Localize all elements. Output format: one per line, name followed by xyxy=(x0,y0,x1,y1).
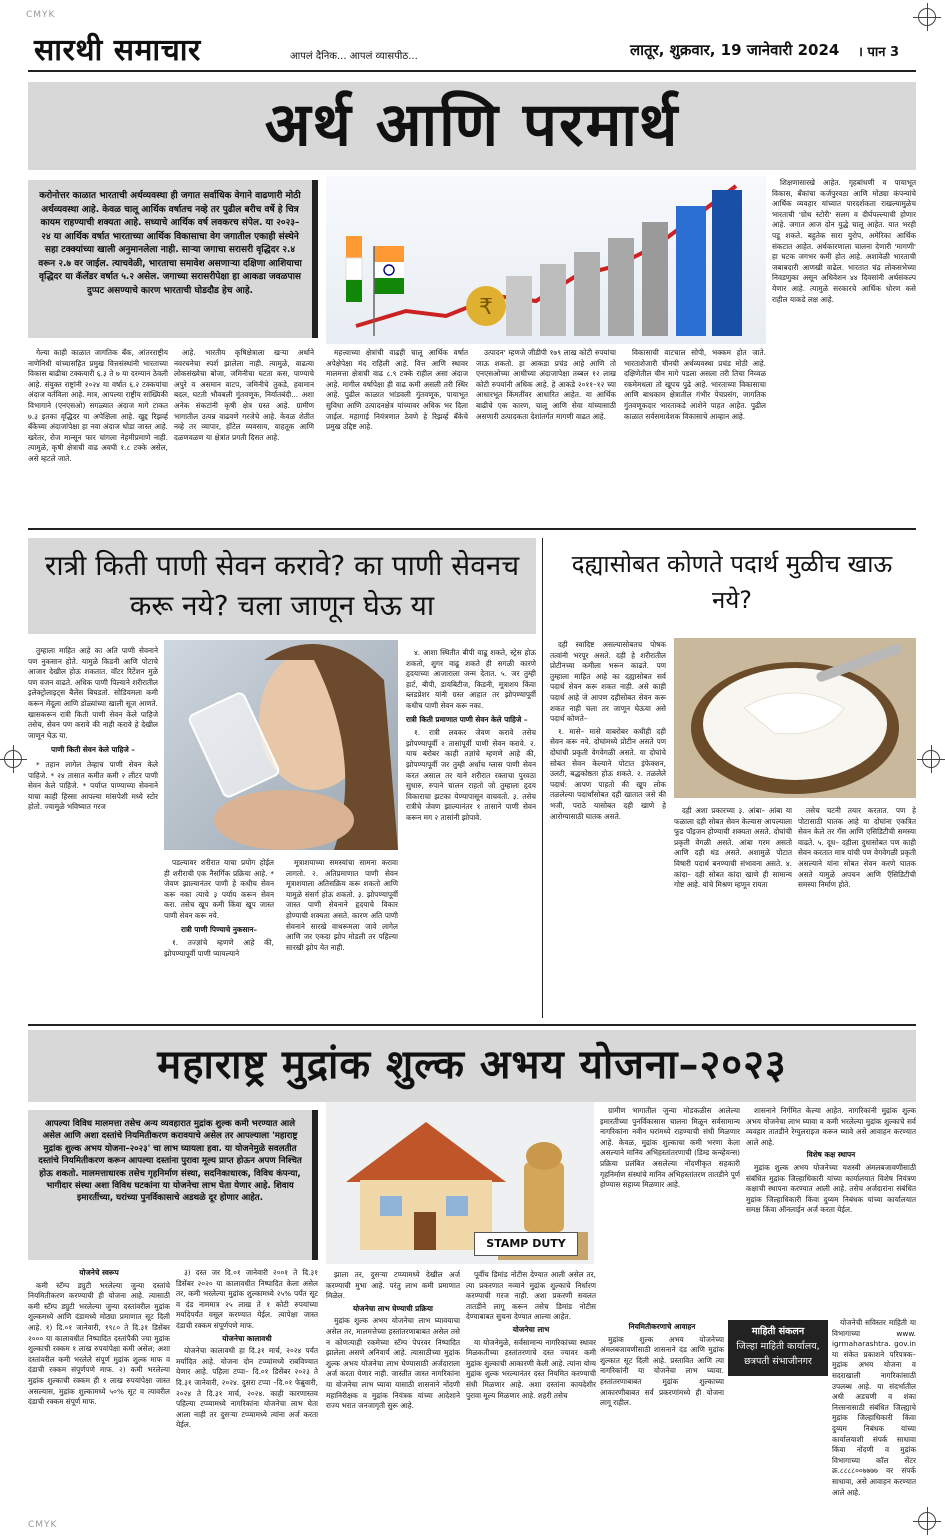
svg-text:₹: ₹ xyxy=(479,295,493,320)
mudrank-title: महाराष्ट्र मुद्रांक शुल्क अभय योजना–२०२३ xyxy=(157,1041,787,1088)
artha-title: अर्थ आणि परमार्थ xyxy=(264,90,680,160)
registration-mark-right-mid xyxy=(922,750,940,768)
curd-headline: दह्यासोबत कोणते पदार्थ मुळीच खाऊ नये? xyxy=(571,550,893,614)
artha-col-2: आहे. भारतीय कृषिक्षेत्राला खऱ्या अर्थाने नवरचनेचा स्पर्श झालेला नाही. त्यामुळे, वाढत्या लोकसंख्येचा बोजा, जमिनीचा घटता कस, पाण्याचे अपुरे व असमान वाटप, जमिनीचे तुकडे, हवामान बदल, घटती भौवबली गुंतवणूक, निर्यातबंदी... अशा अनेक संकटांनी कृषी क्षेत्र ग्रस्त आहे. ग्रामीण भागातील उत्पन्न वाढवणे गरजेचे आहे. केवळ शेतीत नव्हे तर व्यापार, हॉटेल व्यवसाय, वाहतूक आणि दळणवळण या क्षेत्रांत प्रगती दिसत आहे. xyxy=(174,348,314,442)
mudrank-intro-text: आपल्या विविध मालमत्ता तसेच अन्य व्यवहारात मुद्रांक शुल्क कमी भरण्यात आले असेल आणि अशा दस्तांचे नियमितीकरण करावयाचे असेल तर आपल्याला 'महाराष्ट्र मुद्रांक शुल्क अभय योजना–२०२३' चा लाभ घ्यायला हवा. या योजनेमुळे सवलतीत दस्तांचे नियमितीकरण करून आपल्या दस्तांना पुरावा मूल्य प्राप्त होऊन अपण निश्चित होऊ शकतो. मालमत्ताधारक तसेच गृहनिर्माण संस्था, सदनिकाधारक, विविध कंपन्या, भागीदार संस्था अशा विविध घटकांना या योजनेचा लाभ घेता येणार आहे. शिवाय इमारतींच्या, घरांच्या पुनर्विकासाचे अडथळे दूर होणार आहेत. xyxy=(38,1119,302,1204)
water-col-4: ४. आशा स्थितीत बीपी वाढू शकते, स्ट्रेस होऊ शकतो, शुगर वाढू शकते ही सगळी कारणे हृदयाच्या आजाराला जन्म देतात. ५. जर तुम्ही हार्ट, बीपी, डायबिटीज, किडनी, मूत्राशय किंवा ब्लडप्रेशर यांनी ग्रस्त आहात तर झोपण्यापूर्वी कधीच पाणी सेवन करू नका. रात्री किती प्रमाणात पाणी सेवन केले पाहिजे – १. रात्री लवकर जेवण करावे तसेच झोपण्यापूर्वी २ तासांपूर्वी पाणी सेवन करावे. २. याच बरोबर काही तज्ञांचे म्हणणे आहे की, झोपण्यापूर्वी जर तुम्ही अर्धाच ग्लास पाणी सेवन करत असाल तर याने शरीरात रक्ताचा पुरवठा सुधारु, रुपाने चालन राहतो जो तुम्हाला हृदय विकाराचा झटका येण्यापासून वाचवतो. ३. तसेच रात्रीचे जेवण झाल्यानंतर १ तासाने पाणी सेवन करून मग २ तासांनी झोपावे. xyxy=(406,648,536,822)
mudrank-subhead-4: योजनेचा लाभ xyxy=(512,1324,550,1334)
mudrank-col-far-right: शासनाने निर्गमित केल्या आहेत. नागरिकांनी मुद्रांक शुल्क अभय योजनेचा लाभ घ्यावा व कमी भरलेल्या मुद्रांक शुल्काचे सर्व व्यवहार तातडीने रेग्युलराइज करून घ्यावे असे आवाहन करण्यात आले आहे. विशेष कक्ष स्थापन मुद्रांक शुल्क अभय योजनेच्या यशस्वी अंमलबजावणीसाठी संबंधित मुद्रांक जिल्हाधिकारी यांच्या कार्यालयात विशेष नियंत्रण कक्षाची स्थापना करण्यात आली आहे. तसेच अर्जदारांना संबंधित मुद्रांक जिल्हाधिकारी किंवा दुय्यम निबंधक यांच्या कार्यालयात समक्ष किंवा ऑनलाईन अर्ज करता येईल. xyxy=(746,1106,916,1215)
mudrank-col-2: ३) दस्त जर दि.०१ जानेवारी २००१ ते दि.३१ डिसेंबर २०२० या कालावधीत निष्पादित केला असेल तर, कमी भरलेल्या मुद्रांक शुल्कामध्ये २५% पर्यंत सूट व दंड नाममात्र २५ लाख ते १ कोटी रुपयांच्या मर्यादेपर्यंत वसूल करण्यात येईल. त्यापेक्षा जास्त दंडाची रक्कम संपूर्णपणे माफ. योजनेचा कालावधी योजनेचा कालावधी हा दि.३१ मार्च, २०२४ पर्यंत मर्यादित आहे. योजना दोन टप्प्यांमध्ये राबविण्यात येणार आहे. पहिला टप्पा– दि.०१ डिसेंबर २०२३ ते दि.३१ जानेवारी, २०२४. दुसरा टप्पा –दि.०१ फेब्रुवारी, २०२४ ते दि.३१ मार्च, २०२४. काही कारणास्तव पहिल्या टप्प्यामध्ये नागरिकांना योजनेचा लाभ घेता आला नाही तर दुसऱ्या टप्प्यामध्ये त्यांना अर्ज करता येईल. xyxy=(176,1268,318,1430)
info-box-line-3: छत्रपती संभाजीनगर xyxy=(744,1356,812,1367)
masthead-dateline: लातूर, शुक्रवार, 19 जानेवारी 2024 xyxy=(630,41,840,59)
mudrank-col-right-top: ग्रामीण भागातील जुन्या मोडकळीस आलेल्या इमारतीच्या पुनर्विकासास चालना मिळून सर्वसामान्य नागरिकांना नवीन घरांमध्ये राहण्याची संधी मिळणार आहे. केवळ, मुद्रांक शुल्काचा कमी भरणा केला असल्याने मानिव अभिहस्तांतरणाची (डिम्ड कन्व्हेयन्स) प्रक्रिया प्रलंबित असलेल्या नोंदणीकृत सहकारी गृहनिर्माण संस्थांचे मानिव अभिहस्तांतरण तातडीने पूर्ण होण्यास सहाय्य मिळणार आहे. xyxy=(600,1106,740,1190)
house-stamp-image xyxy=(326,1102,594,1264)
artha-intro-text: करोनोत्तर काळात भारताची अर्थव्यवस्था ही जगात सर्वाधिक वेगाने वाढणारी मोठी अर्थव्यवस्था आहे. केवळ चालू आर्थिक वर्षातच नव्हे तर पुढील बरीच वर्षे हे चित्र कायम राहण्याची शक्यता आहे. सध्याचे आर्थिक वर्ष लवकरच संपेल. या २०२३–२४ या आर्थिक वर्षात भारताच्या आर्थिक विकासाचा वेग जगातील एकाही संस्थेने सहा टक्क्यांच्या खाली अनुमानलेला नाही. साऱ्या जगाचा सरासरी वृद्धिदर २.४ वरून २.७ वर जाईल. त्याचवेळी, भारताचा समावेश असणाऱ्या दक्षिणा आशियाचा वृद्धिदर या कॅलेंडर वर्षात ५.२ असेल. जगाच्या सरासरीपेक्षा हा आकडा जवळपास दुप्पट असण्याचे कारण भारताची घोडदौड हेच आहे. xyxy=(38,191,302,296)
divider-artha-bottom xyxy=(28,528,916,530)
mudrank-col-3: झाला तर, दुसऱ्या टप्प्यामध्ये देखील अर्ज करण्याची मुभा आहे. परंतु लाभ कमी प्रमाणात मिळेल. योजनेचा लाभ घेण्याची प्रक्रिया मुद्रांक शुल्क अभय योजनेचा लाभ घ्यावयाचा असेल तर, मालमत्तेच्या हस्तांतरणाबाबत असेल तसे न कोणत्याही रकमेच्या स्टॅम्प पेपरवर निष्पादित झालेला असणे अनिवार्य आहे. त्यासाठीच्या मुद्रांक शुल्क अभय योजनेचा लाभ घेण्यासाठी अर्जदाराला अर्ज करता येणार नाही. जास्तीत जास्त नागरिकांना या योजनेचा लाभ घ्यावा यासाठी शासनाने नोंदणी महानिरीक्षक व मुद्रांक नियंत्रक यांच्या आदेशाने राज्य भरात जनजागृती सुरू आहे. xyxy=(326,1270,460,1411)
mudrank-subhead-3: योजनेचा लाभ घेण्याची प्रक्रिया xyxy=(353,1303,433,1313)
mudrank-col-far-right-bottom: योजनेची सविस्तर माहिती या विभागाच्या www. igrmaharashtra. gov.in या संकेत प्रकाशने परिपत्रक–मुद्रांक अभय योजना व सदराखाली नागरिकांसाठी उपलब्ध आहे. या संदर्भातील अधी अडचणी व शंका निरसनासाठी संबंधित जिल्ह्याचे मुद्रांक जिल्हाधिकारी किंवा दुय्यम निबंधक यांच्या कार्यालयाशी संपर्क साधावा किंवा नोंदणी व मुद्रांक विभागाच्या कॉल सेंटर क्र.८८८८००७७७७ वर संपर्क साधावा, असे आवाहन करण्यात आले आहे. xyxy=(832,1318,916,1497)
growth-chart-image xyxy=(326,176,766,344)
divider-mid-bottom xyxy=(28,1024,916,1026)
registration-mark-top-right xyxy=(918,8,936,26)
water-subhead-3: रात्री किती प्रमाणात पाणी सेवन केले पाहिजे – xyxy=(406,714,528,724)
artha-title-bar xyxy=(28,82,916,170)
masthead-page: । पान 3 xyxy=(858,45,899,60)
water-subhead-2: रात्री पाणी पिण्याचे नुकसान– xyxy=(180,924,258,934)
mudrank-col-5: नियमितीकरणाचे आवाहन मुद्रांक शुल्क अभय योजनेच्या अंमलबजावणीसाठी शासनाने दंड आणि मुद्रांक शुल्कात सूट दिली आहे. प्रस्तावित आणि त्या नागरिकांनी या योजनेचा लाभ घ्यावा. हस्तांतरणाबाबत मुद्रांक शुल्काच्या आकारणीबाबत सर्व प्रकरणांमध्ये ही योजना लागू राहील. xyxy=(600,1322,724,1408)
artha-col-1: गेल्या काही काळात जागतिक बँक, आंतरराष्ट्रीय नाणेनिधी यांच्यासहित प्रमुख वित्तसंस्थांनी भारताच्या विकास बाढीचा टक्कयारी ६.३ ते ७ या दरम्यान ठेवली आहे. संयुक्त राष्ट्रांनी २०२४ या वर्षात ६.२ टक्कयांचा अंदाज वर्तविला आहे. मात्र, आपल्या राष्ट्रीय सांख्यिकी विभागाने (एनएसओ) सगळ्यात अंदाज मागे टाकत ७.३ इतका वृद्धिदर या अपेक्षिला आहे. खुद्द रिझर्व्ह बँकेच्या अंदाजांपेक्षा हा नवा अंदाज थोडा जास्त आहे. खरेतर, रोज मान्सून फार चांगला नेहमीप्रमाणे नाही. त्यामुळे, कृषी क्षेत्राची वाढ अवघी १.८ टक्के असेल, असे म्हटले जाते. xyxy=(28,348,168,463)
stamp-duty-label: STAMP DUTY xyxy=(474,1232,578,1256)
curd-headline-box xyxy=(548,540,916,630)
artha-col-right-top: शिक्षणासारखे आहेत. गृहबांधणी व पायाभूत विकास, बँकांचा कर्जपुरवठा आणि मोठ्या कंपन्यांचे आर्थिक व्यवहार यांच्यात पारदर्शकता राखल्यामुळेच भारताची 'ग्रोथ स्टोरी' सलग व दीर्घपल्ल्याची होणार आहे. जगात आज दोन युद्धे चालू आहेत. यात भरही पडू शकते. बहुतेक सारा युरोप, अमेरिका आर्थिक संकटात आहेत. अर्थकारणाला चालना देणारी 'मागणी' हा घटक जगभर कमी होत आहे. अशावेळी भारताची जबाबदारी आणखी वाढेल. भारतात चंद्र लोकसभेच्या निवडणुका असून अधिवेशन ४४ दिवसांनी अर्थसंकल्प येणार आहे. त्यामुळे सरकारचे आर्थिक धोरण कसे राहील याकडे लक्ष आहे. xyxy=(772,178,916,304)
artha-col-5: विकासाची वाटचाल सोपी, भक्कम होत जाते. भारताशेजारी चीनची अर्थव्यवस्था प्रचंड मोठी आहे. दक्षिणेतील चीन मागे पडला असला तरी तिचा निव्वळ रकमेमधला तो खूपच पुढे आहे. भारताच्या विकासाचा आणि बाधकाम क्षेत्रातील गंभीर पेचप्रसंग, जागतिक गुंतवणूकदार भारताकडे आशेने पाहत आहेत. पुढील काळात सर्वसमावेशक विकासाचे आव्हान आहे. xyxy=(624,348,766,421)
water-subhead-1: पाणी किती सेवन केले पाहिजे – xyxy=(51,745,135,755)
mudrank-subhead-5: नियमितीकरणाचे आवाहन xyxy=(628,1322,696,1331)
mudrank-subhead-1: योजनेचे स्वरूप xyxy=(79,1268,119,1277)
cmyk-mark-bottom: CMYK xyxy=(28,1520,58,1530)
water-headline: रात्री किती पाणी सेवन करावे? का पाणी सेवनच करू नये? चला जाणून घेऊ या xyxy=(44,549,520,622)
registration-mark-left-mid xyxy=(4,750,22,768)
mudrank-subhead-2: योजनेचा कालावधी xyxy=(222,1333,272,1343)
water-col-3: मूत्राशयाच्या समस्यांचा सामना करावा लागतो. २. अतिप्रमाणात पाणी सेवन मूत्राशयाला अतिसक्रिय करू शकतो आणि यामुळे संसर्ग होऊ शकतो. ३. झोपण्यापूर्वी जास्त पाणी सेवनाने हृदयाचे विकार होण्याची शक्यता असते. कारण अति पाणी सेवनाने सारखे वाथरूमला जावे लागेल आणि जर एकदा झोप मोडली तर पहिल्या सारखी झोप येत नाही. xyxy=(286,858,398,952)
divider-water-curd xyxy=(542,538,543,1018)
girl-drinking-water-image xyxy=(164,640,398,850)
curd-bowl-image xyxy=(674,638,916,798)
cmyk-mark-top: CMYK xyxy=(26,10,56,20)
info-box-line-1: माहिती संकलन xyxy=(751,1326,805,1337)
mudrank-col-4: पूर्वीच डिमांड नोटीस देण्यात आली असेल तर, त्या प्रकरणात नव्याने मुद्रांक शुल्काचे निर्धारण करण्याची गरज नाही. अशा प्रकरणी सवलत तातडीने लागू करून तसेच डिमांड नोटीस देण्याबाबत सुचना देण्यात आल्या आहेत. योजनेचा लाभ या योजनेमुळे, सर्वसामान्य नागरिकांच्या स्थावर मिळकतीच्या हस्तांतरणाचे दस्त ज्यावर कमी मुद्रांक शुल्काची आकारणी केली आहे. त्यांना योग्य मुद्रांक शुल्क भरल्यानंतर दस्त नियमित करण्याची संधी मिळणार आहे. अशा दस्तांना कायदेशीर पुरावा मूल्य मिळणार आहे. शहरी तसेच xyxy=(466,1270,596,1400)
mudrank-intro-box xyxy=(28,1110,318,1260)
artha-col-4: उत्पादन' म्हणजे जीडीपी १७९ लाख कोटी रुपयांचा जाऊ शकतो. हा आकडा प्रचंड आहे आणि तो एनएसओच्या आधीच्या अंदाजापेक्षा तब्बल १२ लाख कोटी रुपयांनी अधिक आहे. हे आकडे २०११–१२ च्या आधारभूत किंमतींवर आधारित आहेत. या आर्थिक बाढीचे एक कारण, चालू आणि सेवा यांच्यासाठी असणारी उत्पादकता देशांतर्गत मागणी वाढत आहे. xyxy=(476,348,616,421)
water-headline-box xyxy=(28,538,536,634)
water-col-1: तुम्हाला माहित आहे का अति पाणी सेवनाने पण नुकसान होते. यामुळे किडनी आणि पोटाचे आजार देखील होऊ शकतात. वॉटर रिटेंशन मुळे पण वजन वाढते. अधिक पाणी पिल्याने शरीरातील इलेक्ट्रोलाइट्स बैलेंस बिघडतो. सोडियमला कमी करून मेंदूला आणि डोळ्यांच्या खाली सूज आणते. खासकरून रात्री किती पाणी सेवन केले पाहिजे तसेच, सेवन पण करावे की नाही करावे हे देखील जाणून घेऊ या. पाणी किती सेवन केले पाहिजे – * तहान लागेल तेव्हाच पाणी सेवन केले पाहिजे. * २४ तासात कमीत कमी २ लीटर पाणी सेवन केले पाहिजे. * पर्याप्त पाण्याच्या सेवनाने याचा काही हिस्सा आपल्या मांसपेशी मध्ये स्टोर होतो. ज्यामुळे भविष्यात गरज xyxy=(28,646,158,812)
artha-col-3: महत्त्वाच्या क्षेत्रांची वाढही चालू आर्थिक वर्षात अपेक्षेपेक्षा मंद राहिली आहे. वित्त आणि स्थावर मालमत्ता क्षेत्राची वाढ ८.९ टक्के राहील असा अंदाज आहे. मागील वर्षापेक्षा ही वाढ कमी असली तरी स्थिर आहे. पुढील काळात भांडवली गुंतवणूक, पायाभूत सुविधा आणि उत्पादनक्षेत्र यांच्यावर अधिक भर दिला जाईल. महागाई नियंत्रणात ठेवणे हे रिझर्व्ह बँकेचे प्रमुख उद्दिष्ट आहे. xyxy=(326,348,468,432)
info-box xyxy=(728,1320,828,1376)
artha-intro-box xyxy=(28,180,318,338)
curd-col-1: दही स्वादिष्ट असल्यासोबतच पोषक तत्वांनी भरपूर असते. दही हे शरीरातील प्रोटीनच्या कमीला भरून काढते. पण तुम्हाला माहित आहे का दह्यासोबत सर्व पदार्थ सेवन करू शकत नाही. असे काही पदार्थ आहे जे आपण दहीसोबत सेवन करू शकत नाही चला तर जाणून घेऊया असे पदार्थ कोणते– १. मासे– मासे वाबरोबर कधीही दही सेवन करू नये. दोघांमध्ये प्रोटीन असते पण दोघांची प्रकृती वेगवेगळी असते. या दोघांचे सोबत सेवन केल्याने पोटात इंफेक्शन, उलटी, बद्धकोष्ठता होऊ शकते. २. तळलेले पदार्थ: आपण पाहतो की खूप लोक तळलेल्या पदार्थांसोबत दही खातात जसे की भजी, पराठे यासोबत दही खाणे हे आरोग्यासाठी घातक असते. xyxy=(550,640,666,821)
masthead xyxy=(28,26,916,72)
curd-col-3: तसेच चटनी तयार करतात. पण हे पोटासाठी घातक आहे या दोघांना एकत्रित सेवन केले तर गॅस आणि एसिडिटीची समस्या वाढते. ५. दूध– दहीला दुधासोबत पण काही सेवन करतात मात्र यांची पण वेगवेगळी प्रकृती असल्याने यांना सोबत सेवन करणे घातक असते यामुळे अपचन आणि ऍसिडिटीची समस्या निर्माण होते. xyxy=(798,806,916,890)
masthead-title: सारथी समाचार xyxy=(34,33,201,68)
info-box-line-2: जिल्हा माहिती कार्यालय, xyxy=(736,1341,820,1352)
mudrank-col-1: योजनेचे स्वरूप कमी स्टॅम्प ड्युटी भरलेल्या जुन्या दस्तांचे नियमितीकरण करण्याची ही योजना आहे. त्यासाठी कमी स्टॅम्प ड्युटी भरलेल्या जुन्या दस्तांवरील मुद्रांक शुल्कमध्ये आणि दंडामध्ये मोठ्या प्रमाणात सूट दिली आहे. १) दि.०१ जानेवारी, १९८० ते दि.३१ डिसेंबर २००० या कालावधीत निष्पादित दस्तांपैकी ज्या मुद्रांक शुल्काची रक्कम १ लाख रुपयांपेक्षा कमी असेल; अशा दस्तांवरील कमी भरलेले संपूर्ण मुद्रांक शुल्क माफ व दंडाची रक्कम संपूर्णपणे माफ. २) कमी भरलेल्या मुद्रांक शुल्काची रक्कम ही १ लाख रुपयांपेक्षा जास्त असल्यास, मुद्रांक शुल्कामध्ये ५०% सूट व त्यावरील दंडाची रक्कम संपूर्ण माफ. xyxy=(28,1268,170,1407)
water-col-2: पडल्यावर शरीरात याचा प्रयोग होईल ही शरीराची एक नैसर्गिक प्रक्रिया आहे. * जेवण झाल्यानंतर पाणी हे कधीच सेवन करू नका त्याचे ३ पर्याय करून सेवन करा. तसेच खूप कमी किंवा खूप जास्त पाणी सेवन करू नये. रात्री पाणी पिण्याचे नुकसान– १. तज्ज्ञांचे म्हणणे आहे की, झोपण्यापूर्वी पाणी प्यायल्याने xyxy=(164,858,274,958)
mudrank-title-bar xyxy=(28,1030,916,1102)
registration-mark-bottom-right xyxy=(918,1512,936,1530)
curd-col-2: दही अशा प्रकारच्या ३. आंबा– आंबा या फळाला दही सोबत सेवन केल्यास आपल्याला फूड पॉइजन होण्याची शक्यता असते. दोघांची प्रकृती वेगळी असते. आंबा गरम असतो आणि दही थंड असते. अशामुळे पोटात विषारी पदार्थ बनण्याची संभावना असते. ४. कांदा– दही सोबत कांदा खाणे ही सामान्य गोष्ट आहे. यांचे मिश्रण म्हणून रायता xyxy=(674,806,792,890)
masthead-tagline: आपलं दैनिक... आपलं व्यासपीठ... xyxy=(290,51,418,62)
mudrank-subhead-right: विशेष कक्ष स्थापन xyxy=(806,1150,856,1160)
